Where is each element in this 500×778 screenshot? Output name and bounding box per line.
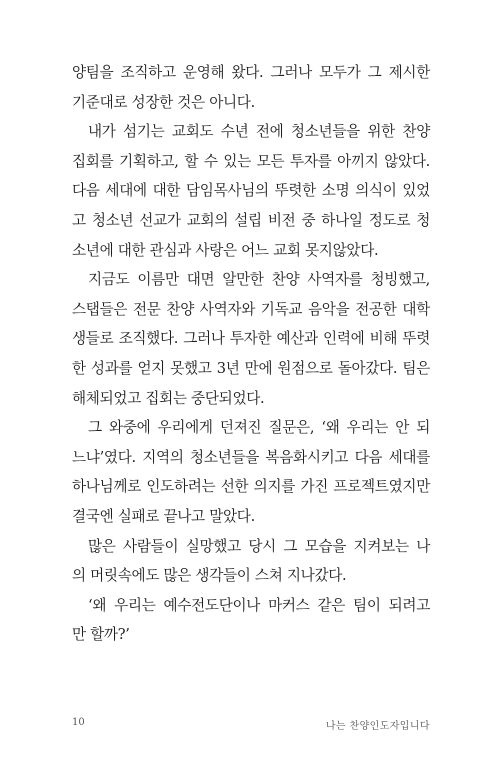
text-line: 스탭들은 전문 찬양 사역자와 기독교 음악을 전공한 대학 (72, 300, 430, 318)
paragraph (72, 58, 430, 117)
text-line: 많은 사람들이 실망했고 당시 그 모습을 지켜보는 나 (88, 537, 430, 555)
text-line: 소년에 대한 관심과 사랑은 어느 교회 못지않았다. (72, 241, 379, 259)
text-line: 다음 세대에 대한 담임목사님의 뚜렷한 소명 의식이 있었 (72, 182, 430, 200)
text-line: 한 성과를 얻지 못했고 3년 만에 원점으로 돌아갔다. 팀은 (72, 359, 430, 377)
text-line: 하나님께로 인도하려는 선한 의지를 가진 프로젝트였지만 (72, 478, 430, 496)
paragraph (72, 532, 430, 591)
page-number: 10 (72, 717, 85, 728)
paragraph (72, 413, 430, 531)
text-line: 만 할까?’ (72, 626, 130, 644)
paragraph (72, 591, 430, 650)
text-line: ‘왜 우리는 예수전도단이나 마커스 같은 팀이 되려고 (88, 596, 430, 614)
text-line: 결국엔 실패로 끝나고 말았다. (72, 507, 255, 525)
text-line: 고 청소년 선교가 교회의 설립 비전 중 하나일 정도로 청 (72, 211, 430, 229)
text-line: 집회를 기획하고, 할 수 있는 모든 투자를 아끼지 않았다. (72, 152, 430, 170)
text-line: 그 와중에 우리에게 던져진 질문은, ‘왜 우리는 안 되 (88, 419, 430, 437)
text-line: 내가 섬기는 교회도 수년 전에 청소년들을 위한 찬양 (88, 123, 430, 141)
text-line: 느냐’였다. 지역의 청소년들을 복음화시키고 다음 세대를 (72, 448, 430, 466)
text-line: 해체되었고 집회는 중단되었다. (72, 389, 265, 407)
paragraph (72, 117, 430, 265)
text-line: 기준대로 성장한 것은 아니다. (72, 93, 255, 111)
paragraph (72, 265, 430, 413)
text-line: 지금도 이름만 대면 알만한 찬양 사역자를 청빙했고, (88, 271, 430, 289)
text-line: 생들로 조직했다. 그러나 투자한 예산과 인력에 비해 뚜렷 (72, 330, 430, 348)
page-footer (72, 717, 430, 733)
text-line: 의 머릿속에도 많은 생각들이 스쳐 지나갔다. (72, 567, 347, 585)
page-body (72, 58, 430, 650)
text-line: 양팀을 조직하고 운영해 왔다. 그러나 모두가 그 제시한 (72, 64, 430, 81)
running-title: 나는 찬양인도자입니다 (325, 721, 430, 732)
